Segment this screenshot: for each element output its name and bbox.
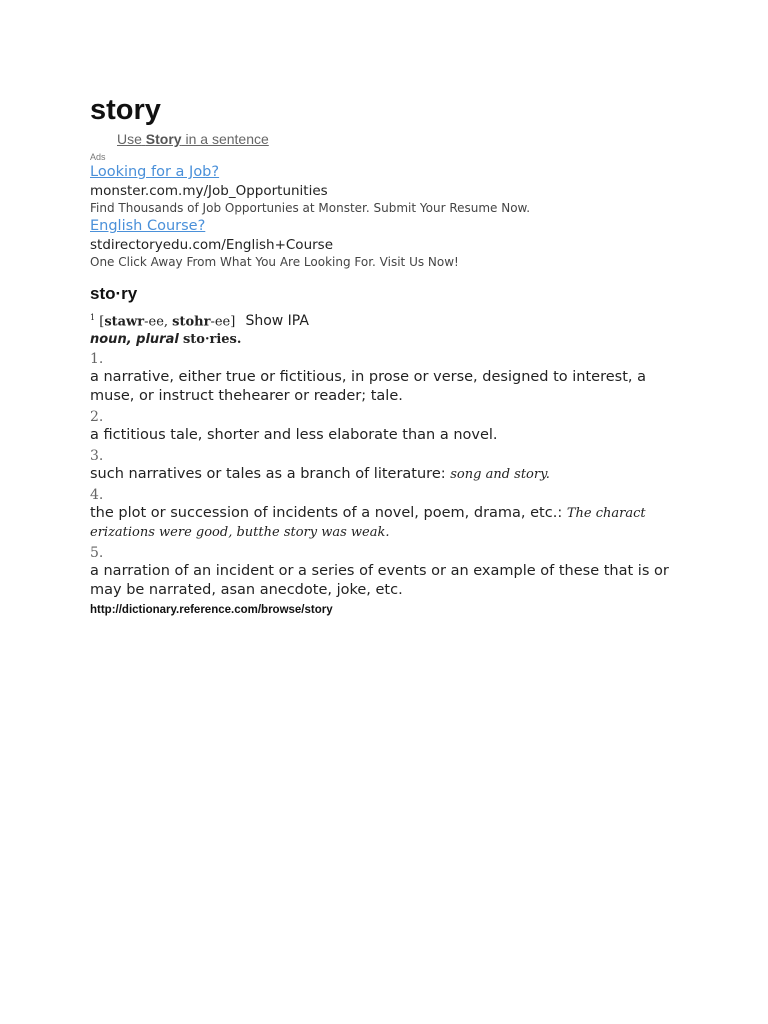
- sense-item: [90, 544, 690, 600]
- sense-number: 4.: [90, 487, 104, 504]
- sense-text: a narration of an incident or a series of events or an example of these that is or may be narrated, asan anecdote, joke, etc.: [90, 563, 669, 599]
- ad-title-link[interactable]: Looking for a Job?: [90, 164, 220, 180]
- sense-item: [90, 350, 690, 406]
- dictionary-page: [90, 92, 690, 618]
- pronunciation: [90, 308, 690, 332]
- use-suffix: in a sentence: [185, 131, 269, 147]
- sense-definition: [90, 465, 680, 484]
- sense-text: such narratives or tales as a branch of literature:: [90, 466, 446, 483]
- pos-label: noun, plural: [90, 332, 179, 348]
- use-word: Story: [145, 131, 182, 147]
- ads-label: Ads: [90, 152, 106, 162]
- pron-sep-1: -ee,: [144, 314, 173, 330]
- ad-block: [90, 163, 690, 217]
- sense-number: 2.: [90, 409, 104, 426]
- sense-number: 3.: [90, 448, 104, 465]
- use-in-sentence-link[interactable]: [117, 130, 690, 148]
- entry-word: sto·ry: [90, 284, 138, 303]
- sense-text: a fictitious tale, shorter and less elaborate than a novel.: [90, 427, 498, 444]
- sense-definition: [90, 426, 680, 445]
- source-url: http://dictionary.reference.com/browse/story: [90, 604, 333, 617]
- ad-description: One Click Away From What You Are Looking For. Visit Us Now!: [90, 255, 459, 269]
- sense-definition: [90, 562, 680, 600]
- sense-example: song and story.: [450, 467, 550, 483]
- pron-part-1: stawr: [104, 314, 145, 330]
- pron-sep-2: -ee: [210, 314, 231, 330]
- sense-definition: [90, 504, 680, 542]
- sense-number: 5.: [90, 545, 104, 562]
- sense-text: the plot or succession of incidents of a novel, poem, drama, etc.:: [90, 505, 563, 522]
- sense-item: [90, 447, 690, 484]
- sense-example: The charact erizations were good, butthe story was weak.: [90, 506, 646, 541]
- use-prefix: Use: [117, 131, 142, 147]
- show-ipa-link[interactable]: Show IPA: [245, 313, 309, 330]
- sense-definition: [90, 368, 680, 406]
- ad-block: [90, 217, 690, 271]
- ad-url[interactable]: stdirectoryedu.com/English+Course: [90, 237, 334, 253]
- ad-url[interactable]: monster.com.my/Job_Opportunities: [90, 183, 328, 199]
- sense-text: a narrative, either true or fictitious, in prose or verse, designed to interest, a muse, or instruct thehearer or reader; tale.: [90, 369, 647, 405]
- pron-open: [: [99, 314, 105, 330]
- sense-number: 1.: [90, 351, 104, 368]
- pron-part-2: stohr: [172, 314, 211, 330]
- sense-item: [90, 408, 690, 445]
- sense-item: [90, 486, 690, 542]
- ad-description: Find Thousands of Job Opportunies at Monster. Submit Your Resume Now.: [90, 201, 531, 215]
- homograph-number: 1: [90, 313, 96, 322]
- part-of-speech: [90, 332, 690, 348]
- ad-title-link[interactable]: English Course?: [90, 218, 206, 234]
- pron-close: ]: [230, 314, 236, 330]
- sense-list: [90, 350, 690, 600]
- page-title: story: [90, 94, 161, 126]
- plural-form: sto·ries.: [182, 332, 242, 348]
